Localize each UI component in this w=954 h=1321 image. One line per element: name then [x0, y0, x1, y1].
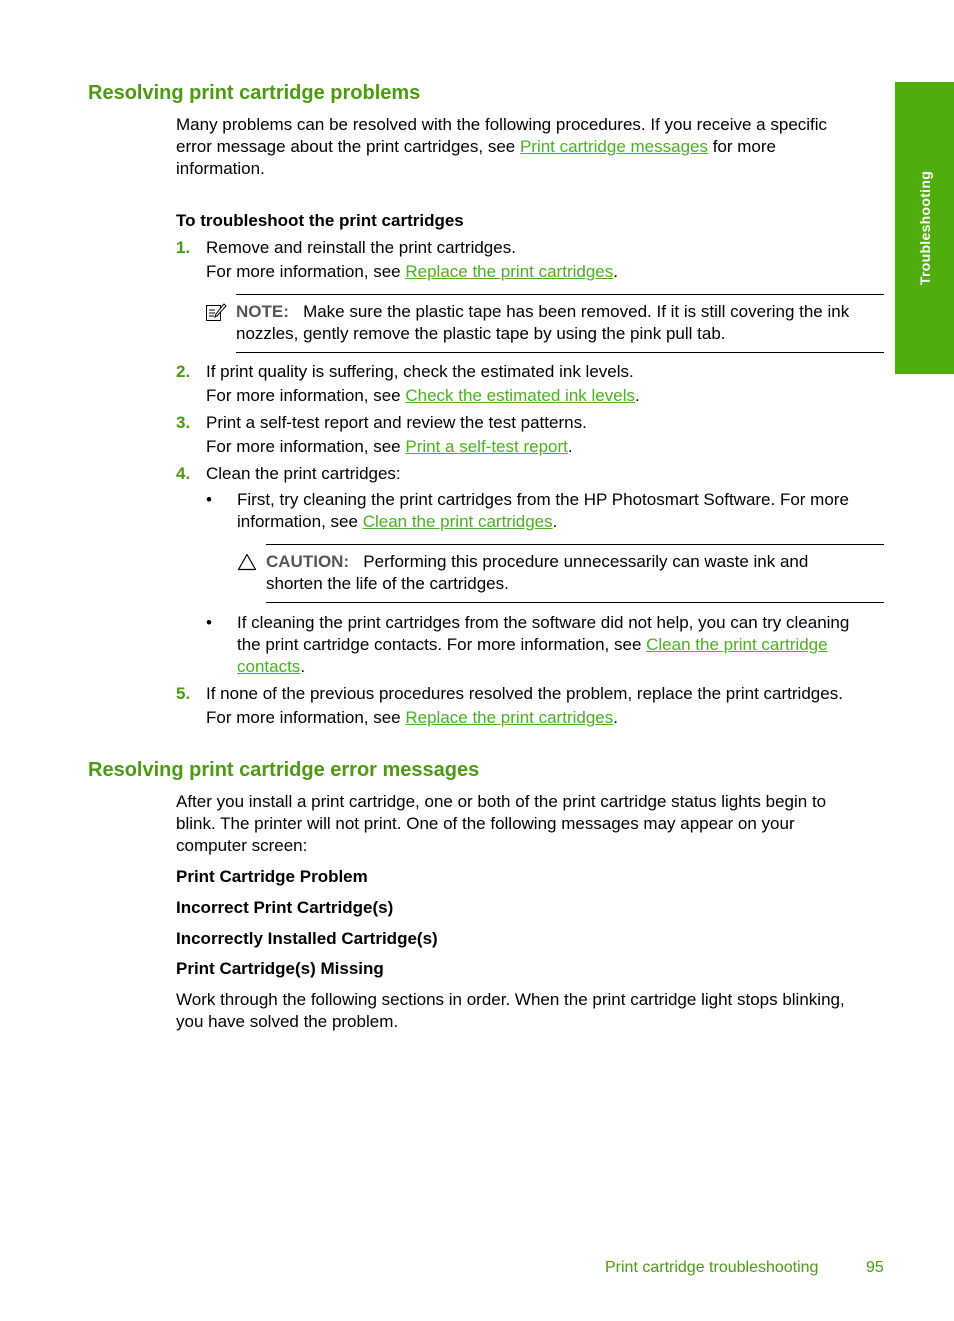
message-print-cartridge-problem: Print Cartridge Problem	[176, 867, 368, 886]
step-2-text: If print quality is suffering, check the estimated ink levels.	[206, 362, 634, 381]
step-5-more: For more information, see Replace the print cartridges.	[206, 708, 618, 727]
link-replace-print-cartridges-2[interactable]: Replace the print cartridges	[405, 708, 614, 727]
link-clean-cartridge-contacts[interactable]: Clean the print cartridge	[646, 635, 828, 654]
bullet-1-marker: •	[206, 490, 212, 509]
note-text: NOTE: Make sure the plastic tape has been removed. If it is still covering the ink nozzles, gently remove the plastic tape by using the pink pull tab.	[236, 302, 850, 343]
step-number-2: 2.	[176, 362, 191, 381]
caution-label: CAUTION:	[266, 552, 350, 571]
caution-icon	[237, 553, 257, 571]
intro-line-1: Many problems can be resolved with the following procedures. If you receive a specific	[176, 115, 828, 134]
message-incorrectly-installed: Incorrectly Installed Cartridge(s)	[176, 929, 438, 948]
note-label: NOTE:	[236, 302, 289, 321]
link-print-self-test-report[interactable]: Print a self-test report	[405, 437, 568, 456]
intro-line-3: information.	[176, 159, 265, 178]
step-number-5: 5.	[176, 684, 191, 703]
note-top-rule	[236, 294, 884, 295]
footer-section-title: Print cartridge troubleshooting	[605, 1259, 819, 1276]
step-1-text: Remove and reinstall the print cartridges.	[206, 238, 516, 257]
caution-text: CAUTION: Performing this procedure unnecessarily can waste ink and shorten the life of the cartridges.	[266, 552, 809, 593]
intro-line-2: error message about the print cartridges, see Print cartridge messages for more	[176, 137, 777, 156]
link-clean-print-cartridges[interactable]: Clean the print cartridges	[362, 512, 553, 531]
step-number-3: 3.	[176, 413, 191, 432]
note-icon	[205, 303, 227, 323]
step-2-more: For more information, see Check the estimated ink levels.	[206, 386, 640, 405]
link-print-cartridge-messages[interactable]: Print cartridge messages	[519, 137, 708, 156]
step-3-text: Print a self-test report and review the test patterns.	[206, 413, 587, 432]
section-heading-error-messages: Resolving print cartridge error messages	[88, 759, 480, 781]
note-bottom-rule	[236, 352, 884, 353]
side-tab	[895, 82, 954, 374]
bullet-2-text: If cleaning the print cartridges from the software did not help, you can try cleaning the print cartridge contacts. For more information, see Clean the print cartridge contacts.	[237, 613, 850, 676]
procedure-title: To troubleshoot the print cartridges	[176, 211, 464, 230]
link-clean-cartridge-contacts-cont[interactable]: contacts	[237, 657, 301, 676]
step-number-4: 4.	[176, 464, 191, 483]
intro-paragraph	[176, 114, 886, 180]
bullet-2-marker: •	[206, 613, 212, 632]
message-incorrect-cartridges: Incorrect Print Cartridge(s)	[176, 898, 394, 917]
section2-intro: After you install a print cartridge, one or both of the print cartridge status lights begin to blink. The printer will not print. One of the following messages may appear on your computer screen:	[176, 792, 827, 855]
caution-bottom-rule	[266, 602, 884, 603]
step-4-text: Clean the print cartridges:	[206, 464, 401, 483]
step-1-more: For more information, see Replace the print cartridges.	[206, 262, 618, 281]
caution-top-rule	[266, 544, 884, 545]
bullet-1-text: First, try cleaning the print cartridges from the HP Photosmart Software. For more information, see Clean the print cartridges.	[237, 490, 849, 531]
step-3-more: For more information, see Print a self-test report.	[206, 437, 573, 456]
step-number-1: 1.	[176, 238, 191, 257]
link-check-ink-levels[interactable]: Check the estimated ink levels	[405, 386, 635, 405]
link-replace-print-cartridges[interactable]: Replace the print cartridges	[405, 262, 614, 281]
section2-outro: Work through the following sections in order. When the print cartridge light stops blinking, you have solved the problem.	[176, 990, 845, 1031]
section-heading-problems: Resolving print cartridge problems	[88, 82, 421, 104]
side-tab-label: Troubleshooting	[916, 170, 933, 286]
step-5-text: If none of the previous procedures resolved the problem, replace the print cartridges.	[206, 684, 843, 703]
footer-page-number: 95	[866, 1259, 884, 1276]
message-cartridges-missing: Print Cartridge(s) Missing	[176, 959, 384, 978]
